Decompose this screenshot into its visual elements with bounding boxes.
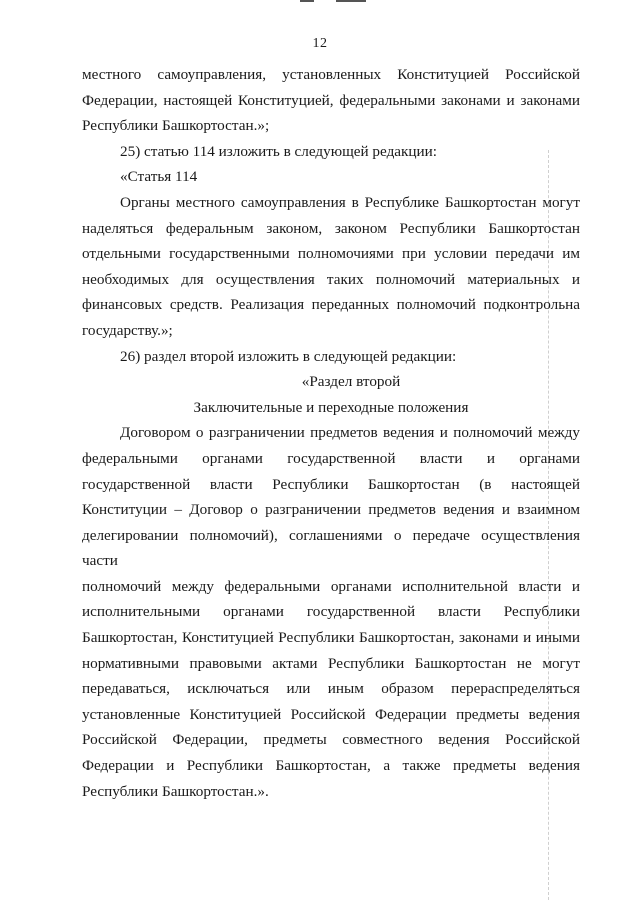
text-line: Федерации и Республики Башкортостан, а также предметы ведения [82, 757, 580, 775]
page-number: 12 [312, 36, 328, 51]
text-line: полномочий между федеральными органами исполнительной власти и [82, 577, 580, 595]
text-line: установленные Конституцией Российской Федерации предметы ведения [82, 705, 580, 723]
article-heading: «Статья 114 [120, 168, 198, 186]
text-line: делегировании полномочий), соглашениями о передаче осуществления части [82, 526, 580, 570]
text-line: федеральными органами государственной власти и органами [82, 449, 580, 467]
text-line: наделяться федеральным законом, законом Республики Башкортостан [82, 219, 580, 237]
scan-edge-marks [0, 0, 640, 6]
text-line: Конституции – Договор о разграничении предметов ведения и взаимном [82, 501, 580, 519]
text-line: нормативными правовыми актами Республики Башкортостан не могут [82, 654, 580, 672]
text-line: Договором о разграничении предметов ведения и полномочий между [120, 424, 580, 442]
section-heading: «Раздел второй [301, 373, 401, 391]
text-line: передаваться, исключаться или иным образом перераспределяться [82, 680, 580, 698]
text-line: Республики Башкортостан.»; [82, 117, 270, 135]
text-line: отдельными государственными полномочиями при условии передачи им [82, 245, 580, 263]
text-line: местного самоуправления, установленных Конституцией Российской [82, 66, 580, 83]
text-line: Российской Федерации, предметы совместного ведения Российской [82, 731, 580, 749]
text-line: государству.»; [82, 321, 173, 339]
section-title: Заключительные и переходные положения [193, 398, 469, 416]
text-line: Федерации, настоящей Конституцией, федеральными законами и законами [82, 91, 580, 109]
text-line: исполнительными органами государственной власти Республики [82, 603, 580, 621]
text-line: Республики Башкортостан.». [82, 782, 269, 800]
text-line: государственной власти Республики Башкортостан (в настоящей [82, 475, 580, 493]
text-line: финансовых средств. Реализация переданных полномочий подконтрольна [82, 296, 580, 314]
document-body [82, 62, 580, 804]
text-line: Органы местного самоуправления в Республике Башкортостан могут [120, 193, 580, 211]
text-line: необходимых для осуществления таких полномочий материальных и [82, 270, 580, 288]
item-25: 25) статью 114 изложить в следующей редакции: [120, 142, 438, 160]
item-26: 26) раздел второй изложить в следующей редакции: [120, 347, 457, 365]
text-line: Башкортостан, Конституцией Республики Башкортостан, законами и иными [82, 629, 580, 647]
